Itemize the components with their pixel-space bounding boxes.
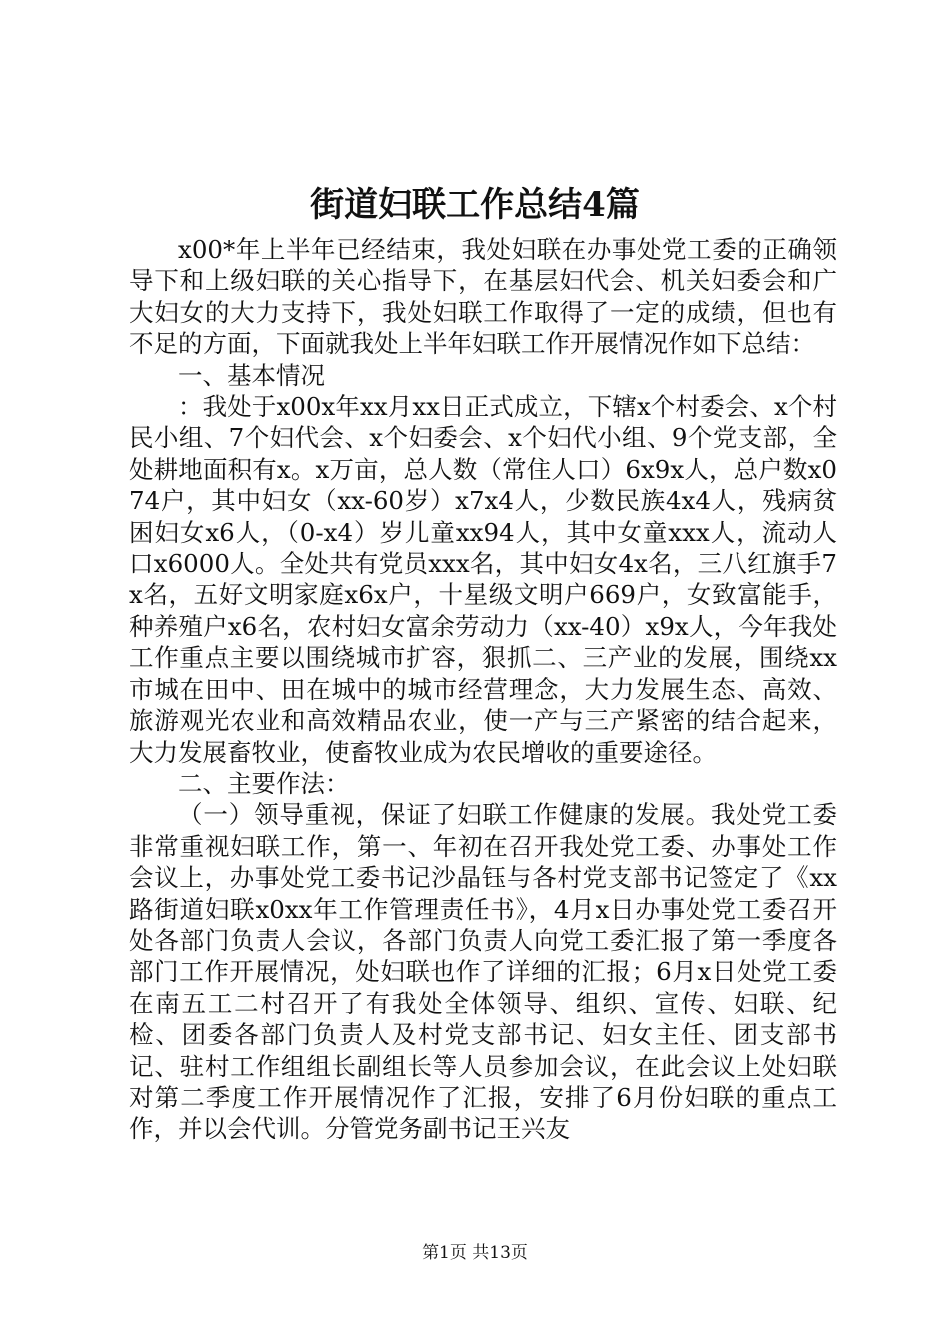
basic-situation-paragraph: ：我处于x00x年xx月xx日正式成立，下辖x个村委会、x个村民小组、7个妇代会、x个妇委会、x个妇代小组、9个党支部，全处耕地面积有x。x万亩，总人数（常住人口）6x9x人，总户数x074户，其中妇女（xx-60岁）x7x4人，少数民族4x4人，残病贫困妇女x6人，（0-x4）岁儿童xx94人，其中女童xxx人，流动人口x6000人。全处共有党员xxx名，其中妇女4x名，三八红旗手7x名，五好文明家庭x6x户，十星级文明户669户，女致富能手，种养殖户x6名，农村妇女富余劳动力（xx-40）x9x人，今年我处工作重点主要以围绕城市扩容，狠抓二、三产业的发展，围绕xx市城在田中、田在城中的城市经营理念，大力发展生态、高效、旅游观光农业和高效精品农业，使一产与三产紧密的结合起来，大力发展畜牧业，使畜牧业成为农民增收的重要途径。: [129, 392, 837, 767]
intro-paragraph: x00*年上半年已经结束，我处妇联在办事处党工委的正确领导下和上级妇联的关心指导下，在基层妇代会、机关妇委会和广大妇女的大力支持下，我处妇联工作取得了一定的成绩，但也有不足的方面，下面就我处上半年妇联工作开展情况作如下总结：: [129, 235, 837, 359]
document-title: 街道妇联工作总结4篇: [310, 185, 640, 225]
section-heading-methods: 二、主要作法：: [178, 768, 350, 798]
methods-paragraph: （一）领导重视，保证了妇联工作健康的发展。我处党工委非常重视妇联工作，第一、年初在召开我处党工委、办事处工作会议上，办事处党工委书记沙晶钰与各村党支部书记签定了《xx路街道妇联x0xx年工作管理责任书》，4月x日办事处党工委召开处各部门负责人会议，各部门负责人向党工委汇报了第一季度各部门工作开展情况，处妇联也作了详细的汇报；6月x日处党工委在南五工二村召开了有我处全体领导、组织、宣传、妇联、纪检、团委各部门负责人及村党支部书记、妇女主任、团支部书记、驻村工作组组长副组长等人员参加会议，在此会议上处妇联对第二季度工作开展情况作了汇报，安排了6月份妇联的重点工作，并以会代训。分管党务副书记王兴友: [129, 800, 837, 1144]
section-heading-basic: 一、基本情况: [178, 360, 325, 390]
document-body: [129, 234, 837, 1145]
page-footer: 第1页 共13页: [422, 1243, 528, 1263]
